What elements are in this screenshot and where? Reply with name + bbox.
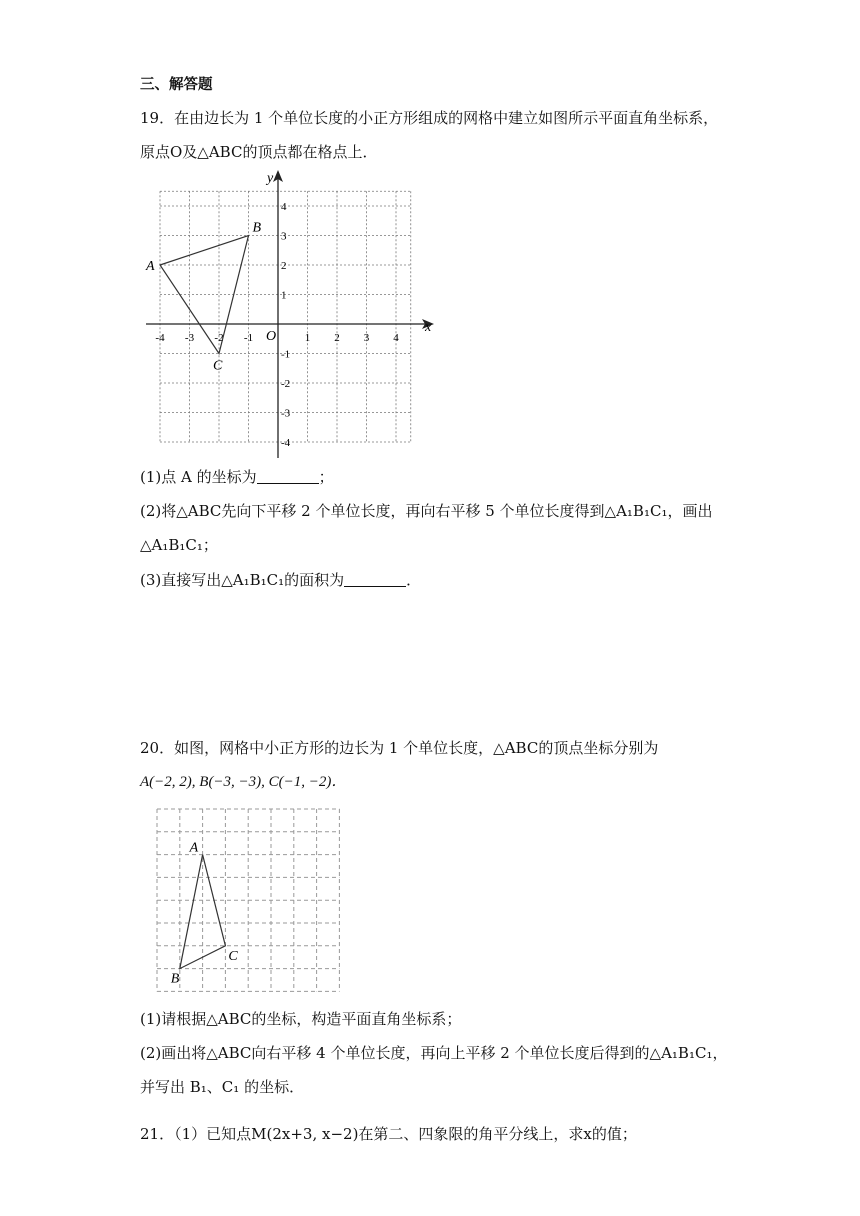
q19-sub1-text: (1)点 A 的坐标为 [140,468,257,486]
q19-y-axis-label: y [267,171,274,186]
q19-y-tick-label: 3 [281,230,287,243]
q19-sub3-text: (3)直接写出△A₁B₁C₁的面积为 [140,571,345,589]
q20-sub2-line2: 并写出 B₁、C₁ 的坐标． [140,1078,305,1096]
q20-vertex-label: A [189,840,199,856]
q19-y-tick-label: 2 [281,260,287,272]
q21-stem-line1: 21．（1）已知点M(2x+3, x−2)在第二、四象限的角平分线上，求x的值； [140,1125,637,1143]
q20-dashed-grid [157,809,339,991]
q19-y-tick-label: 4 [281,201,287,213]
q19-y-tick-label: 1 [281,289,287,302]
q19-x-tick-label: 2 [334,332,340,344]
q20-sub2-line1: (2)画出将△ABC向右平移 4 个单位长度，再向上平移 2 个单位长度后得到的△A₁B₁C₁， [140,1044,728,1062]
q20-grid-figure [150,802,340,992]
q19-sub2-line2: △A₁B₁C₁； [140,536,218,554]
q19-vertex-label: B [252,220,262,236]
q19-x-axis-label: x [425,320,432,335]
q19-y-tick-label: -3 [281,407,291,420]
q20-stem-line2: A(−2, 2), B(−3, −3), C(−1, −2)． [140,774,347,790]
q19-origin-label: O [266,329,277,344]
q19-sub1-answer-blank[interactable] [257,469,319,484]
q19-x-tick-label: -4 [155,332,165,344]
q19-x-tick-label: 1 [304,332,311,344]
section-header: 三、解答题 [140,77,213,93]
q19-sub3-suffix: ． [406,571,422,589]
q19-y-tick-label: -1 [281,348,291,361]
q19-x-tick-label: -3 [184,332,195,344]
q20-vertex-label: C [228,948,238,964]
q19-x-tick-label: -1 [243,332,254,344]
q19-stem-line1: 19．在由边长为 1 个单位长度的小正方形组成的网格中建立如图所示平面直角坐标系， [140,109,719,127]
q19-coordinate-figure [140,168,440,458]
q19-vertex-label: A [146,259,155,274]
q19-sub3 [140,570,421,590]
q19-x-tick-label: -2 [214,332,224,344]
q19-sub3-answer-blank[interactable] [344,572,406,587]
q19-x-tick-label: 3 [363,332,370,344]
q19-x-tick-label: 4 [393,332,399,344]
q20-stem-line1: 20．如图，网格中小正方形的边长为 1 个单位长度，△ABC的顶点坐标分别为 [140,739,659,757]
q19-y-tick-label: -2 [281,378,291,390]
q19-vertex-labels [145,221,262,374]
q20-vertex-label: B [170,971,180,987]
q19-sub2-line1: (2)将△ABC先向下平移 2 个单位长度，再向右平移 5 个单位长度得到△A₁B₁C₁，画出 [140,502,713,520]
q19-tick-labels [155,201,399,449]
q20-sub1: (1)请根据△ABC的坐标，构造平面直角坐标系； [140,1010,462,1028]
q19-grid [160,191,411,442]
q19-sub1-suffix: ； [318,468,334,486]
q19-sub1 [140,467,334,487]
q19-vertex-label: C [213,358,223,374]
q19-stem-line2: 原点O及△ABC的顶点都在格点上． [140,143,378,161]
q19-y-tick-label: -4 [281,437,291,449]
